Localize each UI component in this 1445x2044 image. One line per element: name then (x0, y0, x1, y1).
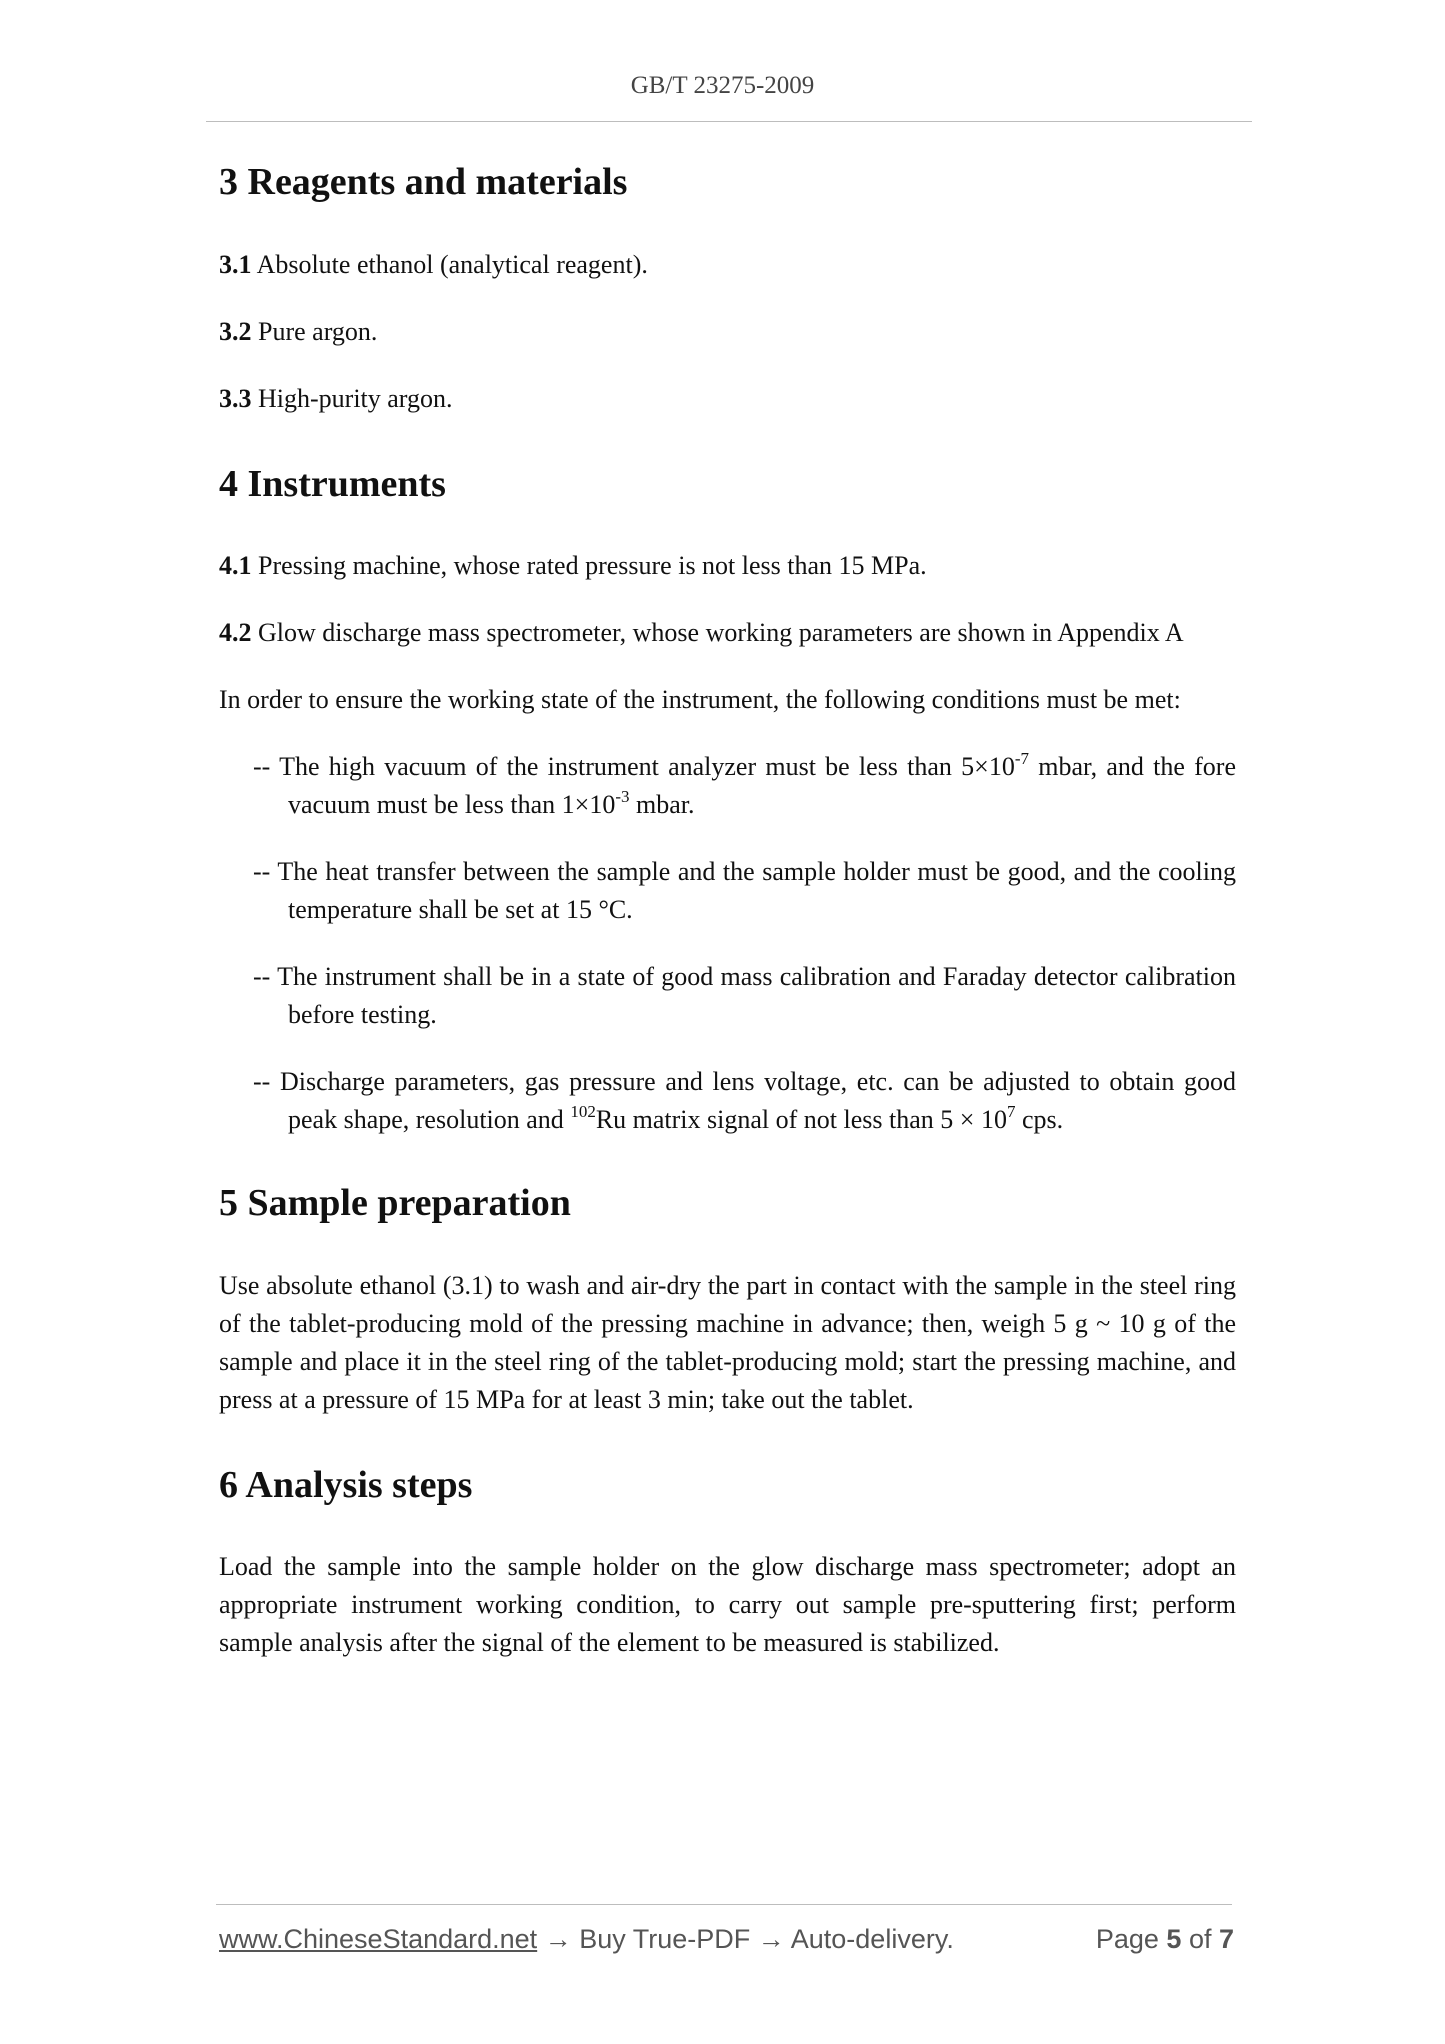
condition-heat-transfer: -- The heat transfer between the sample and the sample holder must be good, and the cooling temperature shall be set at 15 °C. (253, 857, 1236, 925)
page-label: Page (1095, 1924, 1167, 1954)
clause-number: 4.2 (219, 618, 252, 648)
section-6-title: 6 Analysis steps (219, 1463, 473, 1506)
section-3-title: 3 Reagents and materials (219, 161, 628, 203)
condition-text: mbar. (629, 790, 695, 820)
footer-promo (219, 1924, 954, 1955)
header-divider (206, 121, 1252, 122)
clause-4-1 (219, 547, 1236, 585)
condition-vacuum (219, 748, 1236, 824)
header-standard-code: GB/T 23275-2009 (630, 72, 815, 99)
clause-number: 3.3 (219, 383, 252, 413)
clause-3-1 (219, 246, 1236, 284)
footer-buy-text: Buy True-PDF (571, 1924, 758, 1954)
superscript: -3 (615, 786, 630, 806)
page-total: 7 (1218, 1924, 1234, 1954)
superscript: 102 (570, 1101, 596, 1121)
clause-3-2 (219, 313, 1236, 351)
footer-divider (216, 1904, 1232, 1905)
clause-number: 3.1 (219, 249, 252, 279)
clause-text: Absolute ethanol (analytical reagent). (251, 249, 648, 279)
condition-text: Ru matrix signal of not less than 5 × 10 (595, 1105, 1007, 1135)
section-4-title: 4 Instruments (219, 462, 446, 505)
clause-text: Pure argon. (251, 316, 378, 346)
clause-text: Glow discharge mass spectrometer, whose working parameters are shown in Appendix A (251, 618, 1184, 648)
condition-discharge-parameters (219, 1063, 1236, 1139)
condition-text: -- The high vacuum of the instrument analyzer must be less than 5×10 (253, 752, 1015, 782)
arrow-right-icon: → (544, 1924, 572, 1954)
clause-text: Pressing machine, whose rated pressure is not less than 15 MPa. (251, 551, 927, 581)
condition-text: mbar, and the fore vacuum must be less than 1×10 (288, 752, 1236, 820)
page-indicator (1096, 1924, 1234, 1955)
conditions-intro: In order to ensure the working state of the instrument, the following conditions must be met: (219, 685, 1181, 715)
clause-number: 4.1 (219, 551, 252, 581)
condition-text: -- Discharge parameters, gas pressure and lens voltage, etc. can be adjusted to obtain good peak shape, resolution and (253, 1067, 1236, 1135)
arrow-right-icon: → (757, 1924, 785, 1954)
clause-text: High-purity argon. (251, 383, 453, 413)
website-link[interactable]: www.ChineseStandard.net (219, 1924, 538, 1954)
condition-calibration: -- The instrument shall be in a state of good mass calibration and Faraday detector calibration before testing. (253, 962, 1236, 1030)
superscript: -7 (1014, 748, 1029, 768)
clause-3-3 (219, 380, 1236, 418)
page-number: 5 (1166, 1924, 1182, 1954)
of-label: of (1181, 1924, 1219, 1954)
clause-4-2 (219, 614, 1236, 652)
footer-delivery-text: Auto-delivery. (784, 1924, 954, 1954)
analysis-steps-text: Load the sample into the sample holder on the glow discharge mass spectrometer; adopt an appropriate instrument working condition, to carry out sample pre-sputtering first; perform sample analysis after the signal of the element to be measured is stabilized. (219, 1552, 1236, 1658)
condition-text: cps. (1015, 1105, 1064, 1135)
clause-number: 3.2 (219, 316, 252, 346)
superscript: 7 (1006, 1101, 1016, 1121)
section-5-title: 5 Sample preparation (219, 1182, 571, 1225)
document-body (219, 160, 1236, 1662)
sample-preparation-text: Use absolute ethanol (3.1) to wash and air-dry the part in contact with the sample in the steel ring of the tablet-producing mold of the pressing machine in advance; then, weigh 5 g ~ 10 g of the sample and place it in the steel ring of the tablet-producing mold; start the pressing machine, and press at a pressure of 15 MPa for at least 3 min; take out the tablet. (219, 1270, 1236, 1414)
